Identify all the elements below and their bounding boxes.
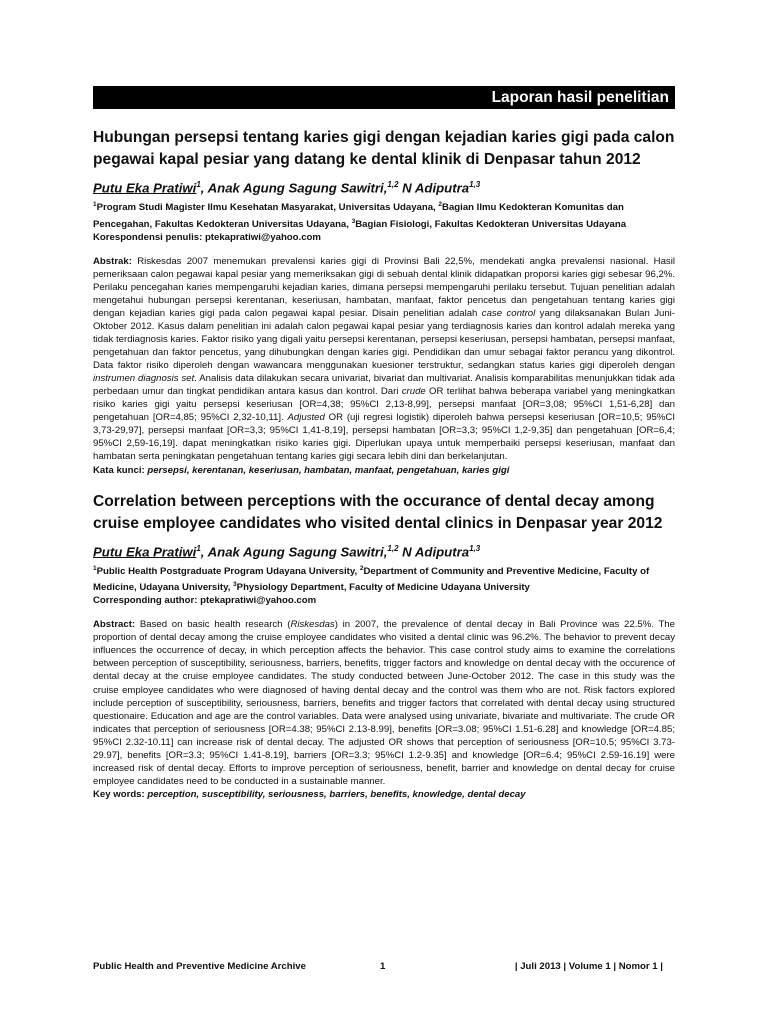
affil-sup: 3 — [351, 217, 356, 225]
page-number: 1 — [380, 961, 386, 972]
abstract-english — [93, 618, 675, 788]
author-list-indonesian — [93, 177, 675, 196]
affil-sup: 1 — [93, 201, 97, 209]
author-list-english — [93, 541, 675, 560]
affiliation-2: Bagian Ilmu Kedokteran Komunitas dan Pencegahan, Fakultas Kedokteran Universitas Udayana, — [93, 202, 624, 230]
keywords-list: persepsi, kerentanan, keseriusan, hambatan, manfaat, pengetahuan, karies gigi — [147, 464, 510, 476]
affil-sup: 3 — [233, 581, 237, 589]
third-author: N Adiputra — [398, 543, 470, 559]
keywords-list: perception, susceptibility, seriousness, barriers, benefits, knowledge, dental decay — [147, 788, 526, 800]
affiliation-1: Public Health Postgraduate Program Udayana University, — [96, 566, 360, 578]
affiliation-3: Bagian Fisiologi, Fakultas Kedokteran Universitas Udayana — [355, 218, 627, 230]
abstract-label: Abstract: — [93, 619, 136, 631]
abstract-text: OR (uji regresi logistik) diperoleh bahwa persepsi keseriusan [OR=10,5; 95%CI 3,73-29,97], persepsi manfaat [OR=3,3; 95%CI 1,41-8,19], persepsi hambatan [OR=3,3; 95%CI 1,2-9,35] dan pengetahuan [OR=6,4; 95%CI 2,59-16,19]. dapat meningkatkan risiko karies gigi. Diperlukan upaya untuk memperbaiki persepsi keseriusan, manfaat dan hambatan serta peningkatan pengetahuan tentang karies gigi secara lebih dini dan berkelanjutan. — [93, 412, 676, 463]
abstract-text: . Analisis data dilakukan secara univariat, bivariat dan multivariat. Analisis komparabilitas menunjukkan tidak ada perbedaan umur dan tingkat pendidikan antara kasus dan kontrol. Dari — [93, 373, 675, 398]
section-banner: Laporan hasil penelitian — [93, 86, 675, 109]
abstract-italic: instrumen diagnosis set — [93, 373, 195, 385]
abstract-italic: Adjusted — [287, 412, 325, 424]
second-author: , Anak Agung Sagung Sawitri, — [200, 543, 388, 559]
author-sup: 1,3 — [469, 543, 481, 553]
abstract-text: Based on basic health research ( — [135, 619, 291, 631]
abstract-italic: crude — [401, 386, 426, 398]
affiliation-2: Department of Community and Preventive Medicine, Faculty of Medicine, Udayana University, — [93, 566, 650, 594]
author-sup: 1 — [196, 180, 201, 189]
affil-sup: 2 — [438, 201, 443, 209]
third-author: N Adiputra — [398, 180, 470, 196]
abstract-italic: case control — [481, 307, 536, 319]
page-footer — [93, 961, 675, 975]
keywords-indonesian — [93, 464, 675, 477]
keywords-english — [93, 788, 675, 801]
correspondence-indonesian: Korespondensi penulis: ptekapratiwi@yahoo.com — [93, 231, 321, 243]
affil-sup: 1 — [93, 564, 97, 572]
second-author: , Anak Agung Sagung Sawitri, — [200, 180, 388, 196]
journal-name: Public Health and Preventive Medicine Archive — [93, 961, 306, 972]
abstract-label: Abstrak: — [93, 255, 132, 267]
author-sup: 1,3 — [469, 180, 481, 189]
keywords-label: Key words: — [93, 788, 148, 800]
correspondence-english: Corresponding author: ptekapratiwi@yahoo.com — [93, 595, 317, 607]
abstract-indonesian — [93, 255, 675, 464]
author-sup: 1,2 — [387, 543, 399, 553]
affiliation-1: Program Studi Magister Ilmu Kesehatan Masyarakat, Universitas Udayana, — [96, 202, 439, 214]
author-sup: 1,2 — [387, 180, 399, 189]
paper-page — [93, 86, 675, 801]
first-author: Putu Eka Pratiwi — [93, 180, 197, 196]
affiliations-indonesian — [93, 198, 675, 230]
affiliation-3: Physiology Department, Faculty of Medicine Udayana University — [236, 582, 530, 594]
paper-title-indonesian: Hubungan persepsi tentang karies gigi dengan kejadian karies gigi pada calon pegawai kapal pesiar yang datang ke dental klinik di Denpasar tahun 2012 — [93, 129, 675, 168]
keywords-label: Kata kunci: — [93, 464, 148, 476]
first-author: Putu Eka Pratiwi — [93, 543, 197, 559]
affiliations-english — [93, 562, 675, 594]
abstract-text: ) in 2007, the prevalence of dental decay in Bali Province was 22.5%. The proportion of dental decay among the cruise employee candidates who visited a dental clinic was 96.2%. The behavior to prevent decay influences the occurrence of decay, in which perception affects the behavior. This case control study aims to examine the correlations between perception of susceptibility, seriousness, barriers, benefits, trigger factors and knowledge on dental decay with the occurence of dental decay at the cruise employee candidates. The study conducted between June-October 2012. The case in this study was the cruise employee candidates who were diagnosed of having dental decay and the control was them who are not. Risk factors explored include perception of susceptibility, seriousness, barriers, benefits and trigger factors that correlated with dental decay using structured questionaire. Education and age are the control variables. Data were analysed using univariate, bivariate and multivariate. The crude OR indicates that perception of seriousness [OR=4.38; 95%CI 2.13-8.99], benefits [OR=3.08; 95%CI 1.51-6.28] and knowledge [OR=4.85; 95%CI 2.32-10.11] can increase risk of dental decay. The adjusted OR shows that perception of seriousness [OR=10.5; 95%CI 3.73-29.97], benefits [OR=3.3; 95%CI 1.41-8.19], barriers [OR=3.3; 95%CI 1.2-9.35] and knowledge [OR=6.4; 95%CI 2.59-16.19] were increased risk of dental decay. Efforts to improve perception of seriousness, benefit, barrier and knowledge on dental decay for cruise employee candidates need to be conducted in a sustainable manner. — [93, 619, 675, 787]
author-sup: 1 — [196, 543, 201, 553]
issue-info: | Juli 2013 | Volume 1 | Nomor 1 | — [514, 961, 663, 972]
abstract-text: OR terlihat bahwa beberapa variabel yang meningkatkan risiko karies gigi yaitu persepsi keseriusan [OR=4,38; 95%CI 2,13-8,99], persepsi manfaat [OR=3,08; 95%CI 1,51-6,28] dan pengetahuan [OR=4,85; 95%CI 2,32-10,11]. — [93, 386, 675, 424]
affil-sup: 2 — [359, 564, 364, 572]
abstract-text: Riskesdas 2007 menemukan prevalensi karies gigi di Provinsi Bali 22,5%, mendekati angka prevalensi nasional. Hasil pemeriksaan calon pegawai kapal pesiar yang memeriksakan gigi di sebuah dental klinik didapatkan proporsi karies gigi sebesar 96,2%. Perilaku pencegahan karies mempengaruhi kejadian karies, dimana persepsi mempengaruhi perilaku tersebut. Tujuan penelitian adalah mengetahui hubungan persepsi kerentanan, keseriusan, hambatan, manfaat, faktor pencetus dan pengetahuan tentang karies gigi dengan kejadian karies gigi pada calon pegawai kapal pesiar. Disain penelitian adalah — [93, 255, 675, 319]
abstract-italic: Riskesdas — [290, 619, 335, 631]
paper-title-english: Correlation between perceptions with the occurance of dental decay among cruise employee candidates who visited dental clinics in Denpasar year 2012 — [93, 492, 663, 532]
abstract-text: yang dilaksanakan Bulan Juni-Oktober 2012. Kasus dalam penelitian ini adalah calon pegawai kapal pesiar yang terdiagnosis karies dan kontrol adalah mereka yang tidak terdiagnosis karies. Faktor risiko yang digali yaitu persepsi kerentanan, persepsi keseriusan, persepsi hambatan, persepsi manfaat, pengetahuan dan faktor pencetus, yang dihubungkan dengan karies gigi. Pendidikan dan umur sebagai faktor perancu yang dikontrol. Data faktor risiko diperoleh dengan wawancara menggunakan kuesioner terstruktur, sedangkan status karies gigi diperoleh dengan — [93, 307, 675, 372]
